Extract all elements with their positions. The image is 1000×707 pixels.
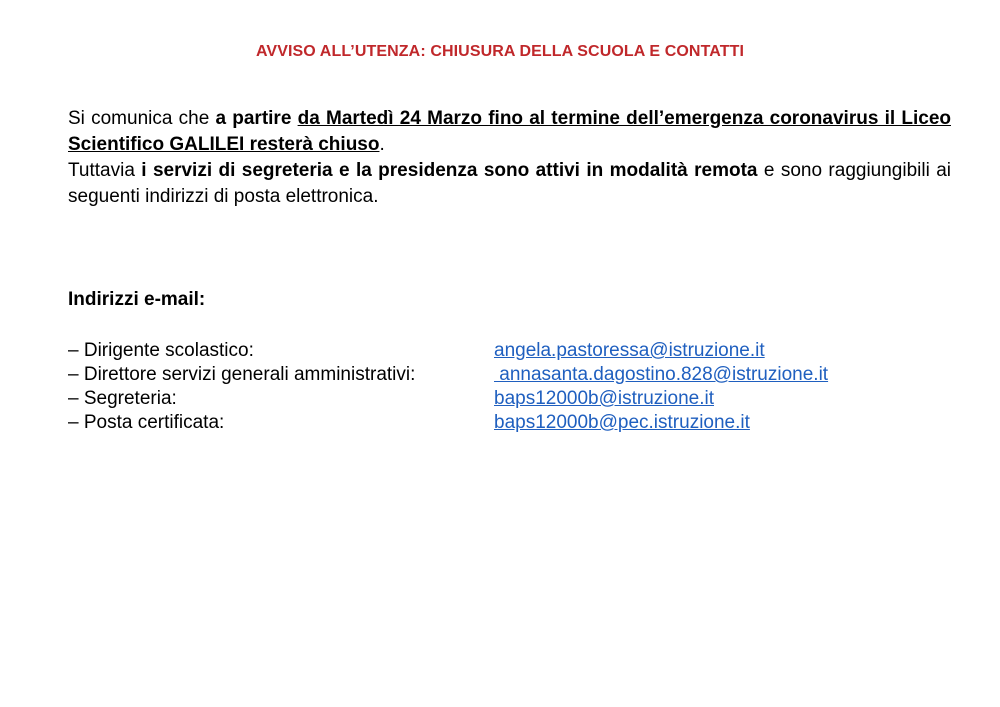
email-link-pec[interactable]: baps12000b@pec.istruzione.it xyxy=(494,412,750,433)
contact-role-label: – Direttore servizi generali amministrativi: xyxy=(68,364,416,385)
contact-role-label: – Segreteria: xyxy=(68,388,177,409)
contact-row-dirigente xyxy=(68,339,948,363)
intro-text-bold: a partire xyxy=(215,108,298,129)
email-link-dirigente[interactable]: angela.pastoressa@istruzione.it xyxy=(494,340,765,361)
intro-text xyxy=(68,106,951,210)
contact-row-segreteria xyxy=(68,387,948,411)
intro-text-plain: e sono raggiungibili ai seguenti indirizzi di posta elettronica. xyxy=(68,160,951,207)
intro-text-plain: Si comunica che xyxy=(68,108,216,129)
intro-paragraph-remote-services xyxy=(68,158,951,210)
contact-role-label: – Dirigente scolastico: xyxy=(68,340,254,361)
email-link-segreteria[interactable]: baps12000b@istruzione.it xyxy=(494,388,714,409)
closure-period-text: da Martedì 24 Marzo fino al termine dell’emergenza coronavirus il Liceo Scientifico GALILEI resterà chiuso xyxy=(68,108,951,155)
intro-text-plain: . xyxy=(379,134,385,155)
email-link-direttore[interactable]: annasanta.dagostino.828@istruzione.it xyxy=(494,364,829,385)
contact-row-direttore xyxy=(68,363,948,387)
contact-list xyxy=(68,339,948,435)
remote-services-text: i servizi di segreteria e la presidenza sono attivi in modalità remota xyxy=(141,160,758,181)
intro-paragraph-closure xyxy=(68,106,951,158)
notice-title: AVVISO ALL’UTENZA: CHIUSURA DELLA SCUOLA E CONTATTI xyxy=(255,43,745,60)
contact-role-label: – Posta certificata: xyxy=(68,412,225,433)
intro-text-plain: Tuttavia xyxy=(68,160,142,181)
contact-row-pec xyxy=(68,411,948,435)
email-section-heading: Indirizzi e-mail: xyxy=(68,289,206,310)
